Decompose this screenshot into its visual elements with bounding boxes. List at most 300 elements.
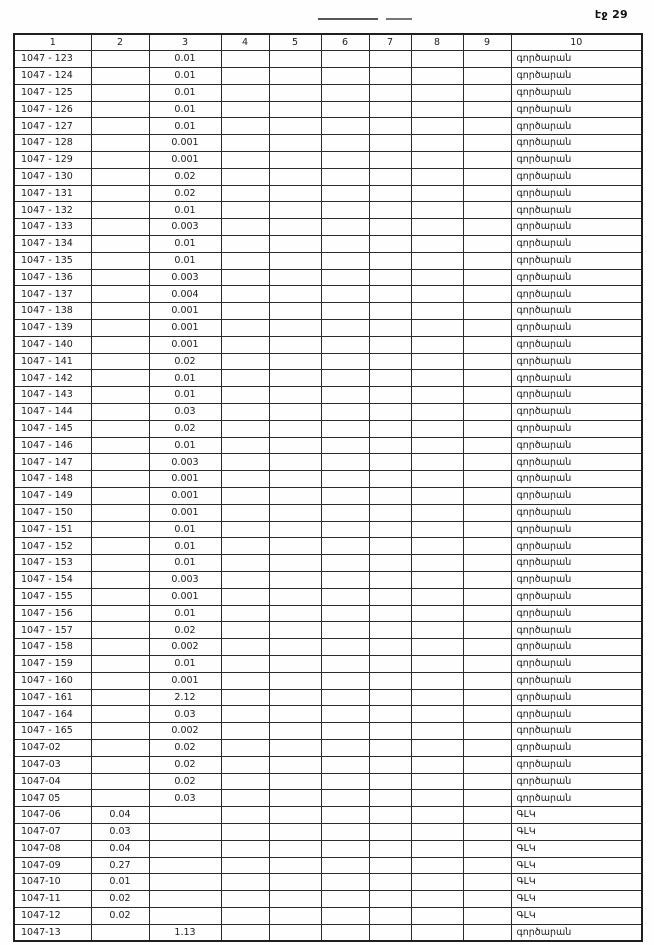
value-cell: 0.003	[149, 572, 221, 589]
value-cell: 0.01	[149, 236, 221, 253]
value-cell: 0.003	[149, 454, 221, 471]
value-cell	[369, 538, 411, 555]
value-cell: 0.02	[149, 622, 221, 639]
value-cell	[321, 807, 369, 824]
value-cell: 0.02	[149, 756, 221, 773]
value-cell	[91, 252, 149, 269]
value-cell	[269, 655, 321, 672]
value-cell	[321, 387, 369, 404]
value-cell	[321, 84, 369, 101]
value-cell	[321, 68, 369, 85]
value-cell	[369, 555, 411, 572]
table-row	[14, 521, 642, 538]
value-cell	[321, 622, 369, 639]
value-cell	[463, 840, 511, 857]
sample-id-cell: 1047 - 131	[14, 185, 91, 202]
sample-id-cell: 1047 - 128	[14, 135, 91, 152]
value-cell	[321, 521, 369, 538]
value-cell	[221, 924, 269, 941]
value-cell	[91, 723, 149, 740]
value-cell	[91, 219, 149, 236]
source-cell: գործարան	[511, 303, 642, 320]
value-cell	[269, 790, 321, 807]
source-cell: ԳԼԿ	[511, 891, 642, 908]
value-cell	[221, 420, 269, 437]
value-cell	[411, 118, 463, 135]
value-cell	[221, 185, 269, 202]
value-cell	[91, 454, 149, 471]
value-cell	[411, 538, 463, 555]
value-cell: 0.001	[149, 672, 221, 689]
value-cell	[411, 739, 463, 756]
value-cell	[221, 639, 269, 656]
source-cell: գործարան	[511, 488, 642, 505]
value-cell	[411, 152, 463, 169]
value-cell	[369, 706, 411, 723]
source-cell: գործարան	[511, 404, 642, 421]
value-cell	[369, 874, 411, 891]
source-cell: գործարան	[511, 202, 642, 219]
sample-id-cell: 1047 - 130	[14, 168, 91, 185]
value-cell	[221, 689, 269, 706]
value-cell	[411, 672, 463, 689]
value-cell	[411, 689, 463, 706]
value-cell	[321, 790, 369, 807]
value-cell	[369, 672, 411, 689]
value-cell	[221, 84, 269, 101]
value-cell	[411, 420, 463, 437]
value-cell	[411, 605, 463, 622]
value-cell	[411, 790, 463, 807]
value-cell: 0.03	[149, 706, 221, 723]
value-cell	[321, 336, 369, 353]
value-cell	[411, 252, 463, 269]
value-cell	[369, 756, 411, 773]
value-cell	[269, 420, 321, 437]
sample-id-cell: 1047 - 148	[14, 471, 91, 488]
value-cell	[269, 891, 321, 908]
table-row	[14, 84, 642, 101]
value-cell	[411, 236, 463, 253]
table-row	[14, 605, 642, 622]
sample-id-cell: 1047-08	[14, 840, 91, 857]
source-cell: գործարան	[511, 588, 642, 605]
source-cell: գործարան	[511, 101, 642, 118]
value-cell	[221, 168, 269, 185]
source-cell: գործարան	[511, 269, 642, 286]
sample-id-cell: 1047-09	[14, 857, 91, 874]
sample-id-cell: 1047-04	[14, 773, 91, 790]
value-cell: 0.01	[91, 874, 149, 891]
table-row	[14, 773, 642, 790]
source-cell: գործարան	[511, 572, 642, 589]
table-row	[14, 572, 642, 589]
value-cell	[463, 454, 511, 471]
value-cell	[411, 286, 463, 303]
value-cell	[321, 874, 369, 891]
source-cell: գործարան	[511, 168, 642, 185]
value-cell	[91, 135, 149, 152]
value-cell	[411, 269, 463, 286]
value-cell	[91, 387, 149, 404]
value-cell	[221, 723, 269, 740]
value-cell	[463, 672, 511, 689]
value-cell	[91, 185, 149, 202]
value-cell	[411, 706, 463, 723]
table-row	[14, 387, 642, 404]
value-cell	[369, 336, 411, 353]
sample-id-cell: 1047 - 147	[14, 454, 91, 471]
value-cell	[221, 471, 269, 488]
value-cell	[269, 874, 321, 891]
column-header: 8	[411, 34, 463, 51]
column-header: 4	[221, 34, 269, 51]
value-cell	[369, 454, 411, 471]
sample-id-cell: 1047 - 141	[14, 353, 91, 370]
value-cell	[369, 907, 411, 924]
value-cell	[91, 504, 149, 521]
value-cell	[463, 823, 511, 840]
value-cell	[321, 236, 369, 253]
value-cell	[91, 370, 149, 387]
value-cell	[91, 538, 149, 555]
source-cell: գործարան	[511, 51, 642, 68]
value-cell	[369, 286, 411, 303]
value-cell: 0.02	[149, 739, 221, 756]
value-cell	[321, 269, 369, 286]
value-cell	[269, 404, 321, 421]
value-cell	[91, 118, 149, 135]
sample-id-cell: 1047 - 164	[14, 706, 91, 723]
sample-id-cell: 1047 - 126	[14, 101, 91, 118]
value-cell: 0.01	[149, 605, 221, 622]
sample-id-cell: 1047 - 154	[14, 572, 91, 589]
value-cell	[221, 387, 269, 404]
value-cell	[369, 655, 411, 672]
sample-id-cell: 1047 - 123	[14, 51, 91, 68]
source-cell: գործարան	[511, 706, 642, 723]
sample-id-cell: 1047 - 140	[14, 336, 91, 353]
value-cell	[369, 488, 411, 505]
value-cell	[269, 219, 321, 236]
value-cell	[91, 622, 149, 639]
value-cell	[221, 504, 269, 521]
table-row	[14, 639, 642, 656]
value-cell	[321, 437, 369, 454]
value-cell	[221, 320, 269, 337]
source-cell: գործարան	[511, 219, 642, 236]
value-cell	[369, 219, 411, 236]
value-cell	[269, 269, 321, 286]
source-cell: գործարան	[511, 521, 642, 538]
value-cell: 2.12	[149, 689, 221, 706]
value-cell	[463, 202, 511, 219]
value-cell	[321, 51, 369, 68]
table-row	[14, 840, 642, 857]
table-row	[14, 219, 642, 236]
sample-id-cell: 1047 - 155	[14, 588, 91, 605]
source-cell: գործարան	[511, 387, 642, 404]
value-cell	[321, 202, 369, 219]
value-cell	[221, 336, 269, 353]
value-cell: 1.13	[149, 924, 221, 941]
column-header: 7	[369, 34, 411, 51]
value-cell: 0.01	[149, 252, 221, 269]
value-cell	[91, 655, 149, 672]
value-cell	[369, 605, 411, 622]
value-cell	[221, 286, 269, 303]
table-row	[14, 101, 642, 118]
value-cell	[321, 639, 369, 656]
value-cell	[369, 689, 411, 706]
value-cell	[269, 723, 321, 740]
value-cell: 0.002	[149, 639, 221, 656]
value-cell	[463, 320, 511, 337]
value-cell	[269, 370, 321, 387]
value-cell	[369, 924, 411, 941]
value-cell	[463, 706, 511, 723]
source-cell: գործարան	[511, 471, 642, 488]
value-cell	[321, 488, 369, 505]
value-cell	[463, 185, 511, 202]
value-cell	[463, 689, 511, 706]
value-cell: 0.01	[149, 51, 221, 68]
value-cell	[463, 135, 511, 152]
source-cell: գործարան	[511, 353, 642, 370]
value-cell	[411, 320, 463, 337]
source-cell: գործարան	[511, 622, 642, 639]
value-cell: 0.001	[149, 303, 221, 320]
value-cell	[321, 773, 369, 790]
source-cell: ԳԼԿ	[511, 823, 642, 840]
value-cell	[463, 118, 511, 135]
table-row	[14, 655, 642, 672]
value-cell	[411, 404, 463, 421]
value-cell	[463, 924, 511, 941]
value-cell	[91, 303, 149, 320]
value-cell	[269, 807, 321, 824]
table-row	[14, 756, 642, 773]
sample-id-cell: 1047 - 159	[14, 655, 91, 672]
value-cell	[369, 588, 411, 605]
source-cell: գործարան	[511, 152, 642, 169]
value-cell: 0.001	[149, 504, 221, 521]
value-cell	[269, 84, 321, 101]
value-cell	[269, 706, 321, 723]
sample-id-cell: 1047-11	[14, 891, 91, 908]
source-cell: ԳԼԿ	[511, 857, 642, 874]
value-cell	[221, 840, 269, 857]
value-cell: 0.03	[149, 404, 221, 421]
value-cell	[269, 572, 321, 589]
source-cell: ԳԼԿ	[511, 874, 642, 891]
source-cell: գործարան	[511, 437, 642, 454]
value-cell	[463, 404, 511, 421]
table-row	[14, 236, 642, 253]
table-row	[14, 891, 642, 908]
value-cell	[411, 336, 463, 353]
value-cell	[321, 286, 369, 303]
value-cell	[321, 857, 369, 874]
value-cell	[463, 773, 511, 790]
value-cell	[463, 437, 511, 454]
sample-id-cell: 1047 - 137	[14, 286, 91, 303]
value-cell	[321, 404, 369, 421]
table-row	[14, 370, 642, 387]
value-cell: 0.27	[91, 857, 149, 874]
value-cell	[463, 555, 511, 572]
value-cell	[369, 269, 411, 286]
sample-id-cell: 1047 - 146	[14, 437, 91, 454]
value-cell	[321, 756, 369, 773]
value-cell	[321, 689, 369, 706]
value-cell	[369, 639, 411, 656]
value-cell	[149, 823, 221, 840]
table-row	[14, 739, 642, 756]
value-cell: 0.02	[149, 353, 221, 370]
scan-artifact-line	[318, 18, 378, 20]
value-cell: 0.001	[149, 152, 221, 169]
value-cell	[321, 588, 369, 605]
value-cell	[369, 404, 411, 421]
value-cell: 0.01	[149, 387, 221, 404]
value-cell	[463, 723, 511, 740]
value-cell	[91, 521, 149, 538]
value-cell	[269, 588, 321, 605]
value-cell	[269, 387, 321, 404]
value-cell	[91, 168, 149, 185]
sample-id-cell: 1047 - 134	[14, 236, 91, 253]
sample-id-cell: 1047 - 152	[14, 538, 91, 555]
value-cell	[321, 471, 369, 488]
table-row	[14, 252, 642, 269]
value-cell	[269, 504, 321, 521]
value-cell	[321, 152, 369, 169]
table-row	[14, 790, 642, 807]
value-cell	[411, 756, 463, 773]
source-cell: գործարան	[511, 252, 642, 269]
value-cell	[221, 891, 269, 908]
sample-id-cell: 1047-03	[14, 756, 91, 773]
table-row	[14, 488, 642, 505]
value-cell	[321, 924, 369, 941]
value-cell	[269, 51, 321, 68]
value-cell	[411, 555, 463, 572]
value-cell: 0.02	[149, 185, 221, 202]
value-cell	[221, 823, 269, 840]
value-cell	[321, 538, 369, 555]
table-row	[14, 353, 642, 370]
value-cell	[411, 185, 463, 202]
value-cell	[321, 353, 369, 370]
header-row	[14, 34, 642, 51]
value-cell	[369, 252, 411, 269]
value-cell: 0.01	[149, 521, 221, 538]
value-cell	[463, 588, 511, 605]
value-cell	[463, 387, 511, 404]
source-cell: գործարան	[511, 555, 642, 572]
source-cell: գործարան	[511, 773, 642, 790]
value-cell	[411, 303, 463, 320]
value-cell	[411, 639, 463, 656]
sample-id-cell: 1047 - 144	[14, 404, 91, 421]
value-cell: 0.01	[149, 370, 221, 387]
table-row	[14, 68, 642, 85]
value-cell	[463, 504, 511, 521]
sample-id-cell: 1047 - 153	[14, 555, 91, 572]
value-cell	[221, 488, 269, 505]
value-cell	[411, 655, 463, 672]
source-cell: գործարան	[511, 118, 642, 135]
value-cell	[269, 236, 321, 253]
table-row	[14, 706, 642, 723]
table-row	[14, 303, 642, 320]
value-cell	[369, 152, 411, 169]
value-cell	[369, 504, 411, 521]
value-cell	[411, 488, 463, 505]
column-header: 5	[269, 34, 321, 51]
table-row	[14, 504, 642, 521]
source-cell: գործարան	[511, 924, 642, 941]
source-cell: ԳԼԿ	[511, 840, 642, 857]
value-cell	[369, 790, 411, 807]
value-cell	[321, 454, 369, 471]
value-cell	[463, 874, 511, 891]
value-cell	[411, 857, 463, 874]
value-cell	[269, 320, 321, 337]
value-cell	[321, 706, 369, 723]
value-cell	[463, 68, 511, 85]
value-cell	[463, 168, 511, 185]
value-cell	[91, 286, 149, 303]
source-cell: գործարան	[511, 756, 642, 773]
table-row	[14, 807, 642, 824]
value-cell	[463, 639, 511, 656]
value-cell	[269, 840, 321, 857]
value-cell	[411, 387, 463, 404]
sample-id-cell: 1047 - 143	[14, 387, 91, 404]
value-cell	[463, 370, 511, 387]
value-cell	[221, 756, 269, 773]
value-cell: 0.01	[149, 538, 221, 555]
value-cell	[91, 84, 149, 101]
value-cell: 0.003	[149, 269, 221, 286]
value-cell	[149, 857, 221, 874]
source-cell: գործարան	[511, 605, 642, 622]
table-row	[14, 269, 642, 286]
value-cell	[149, 807, 221, 824]
value-cell	[269, 68, 321, 85]
sample-id-cell: 1047 - 158	[14, 639, 91, 656]
value-cell	[91, 68, 149, 85]
sample-id-cell: 1047-07	[14, 823, 91, 840]
value-cell	[411, 723, 463, 740]
value-cell	[463, 51, 511, 68]
value-cell: 0.04	[91, 807, 149, 824]
value-cell	[269, 555, 321, 572]
value-cell	[269, 135, 321, 152]
table-row	[14, 135, 642, 152]
value-cell	[91, 320, 149, 337]
value-cell	[321, 739, 369, 756]
table-row	[14, 51, 642, 68]
value-cell: 0.01	[149, 655, 221, 672]
value-cell: 0.01	[149, 555, 221, 572]
value-cell	[321, 219, 369, 236]
value-cell	[321, 823, 369, 840]
value-cell: 0.02	[91, 907, 149, 924]
value-cell: 0.02	[91, 891, 149, 908]
